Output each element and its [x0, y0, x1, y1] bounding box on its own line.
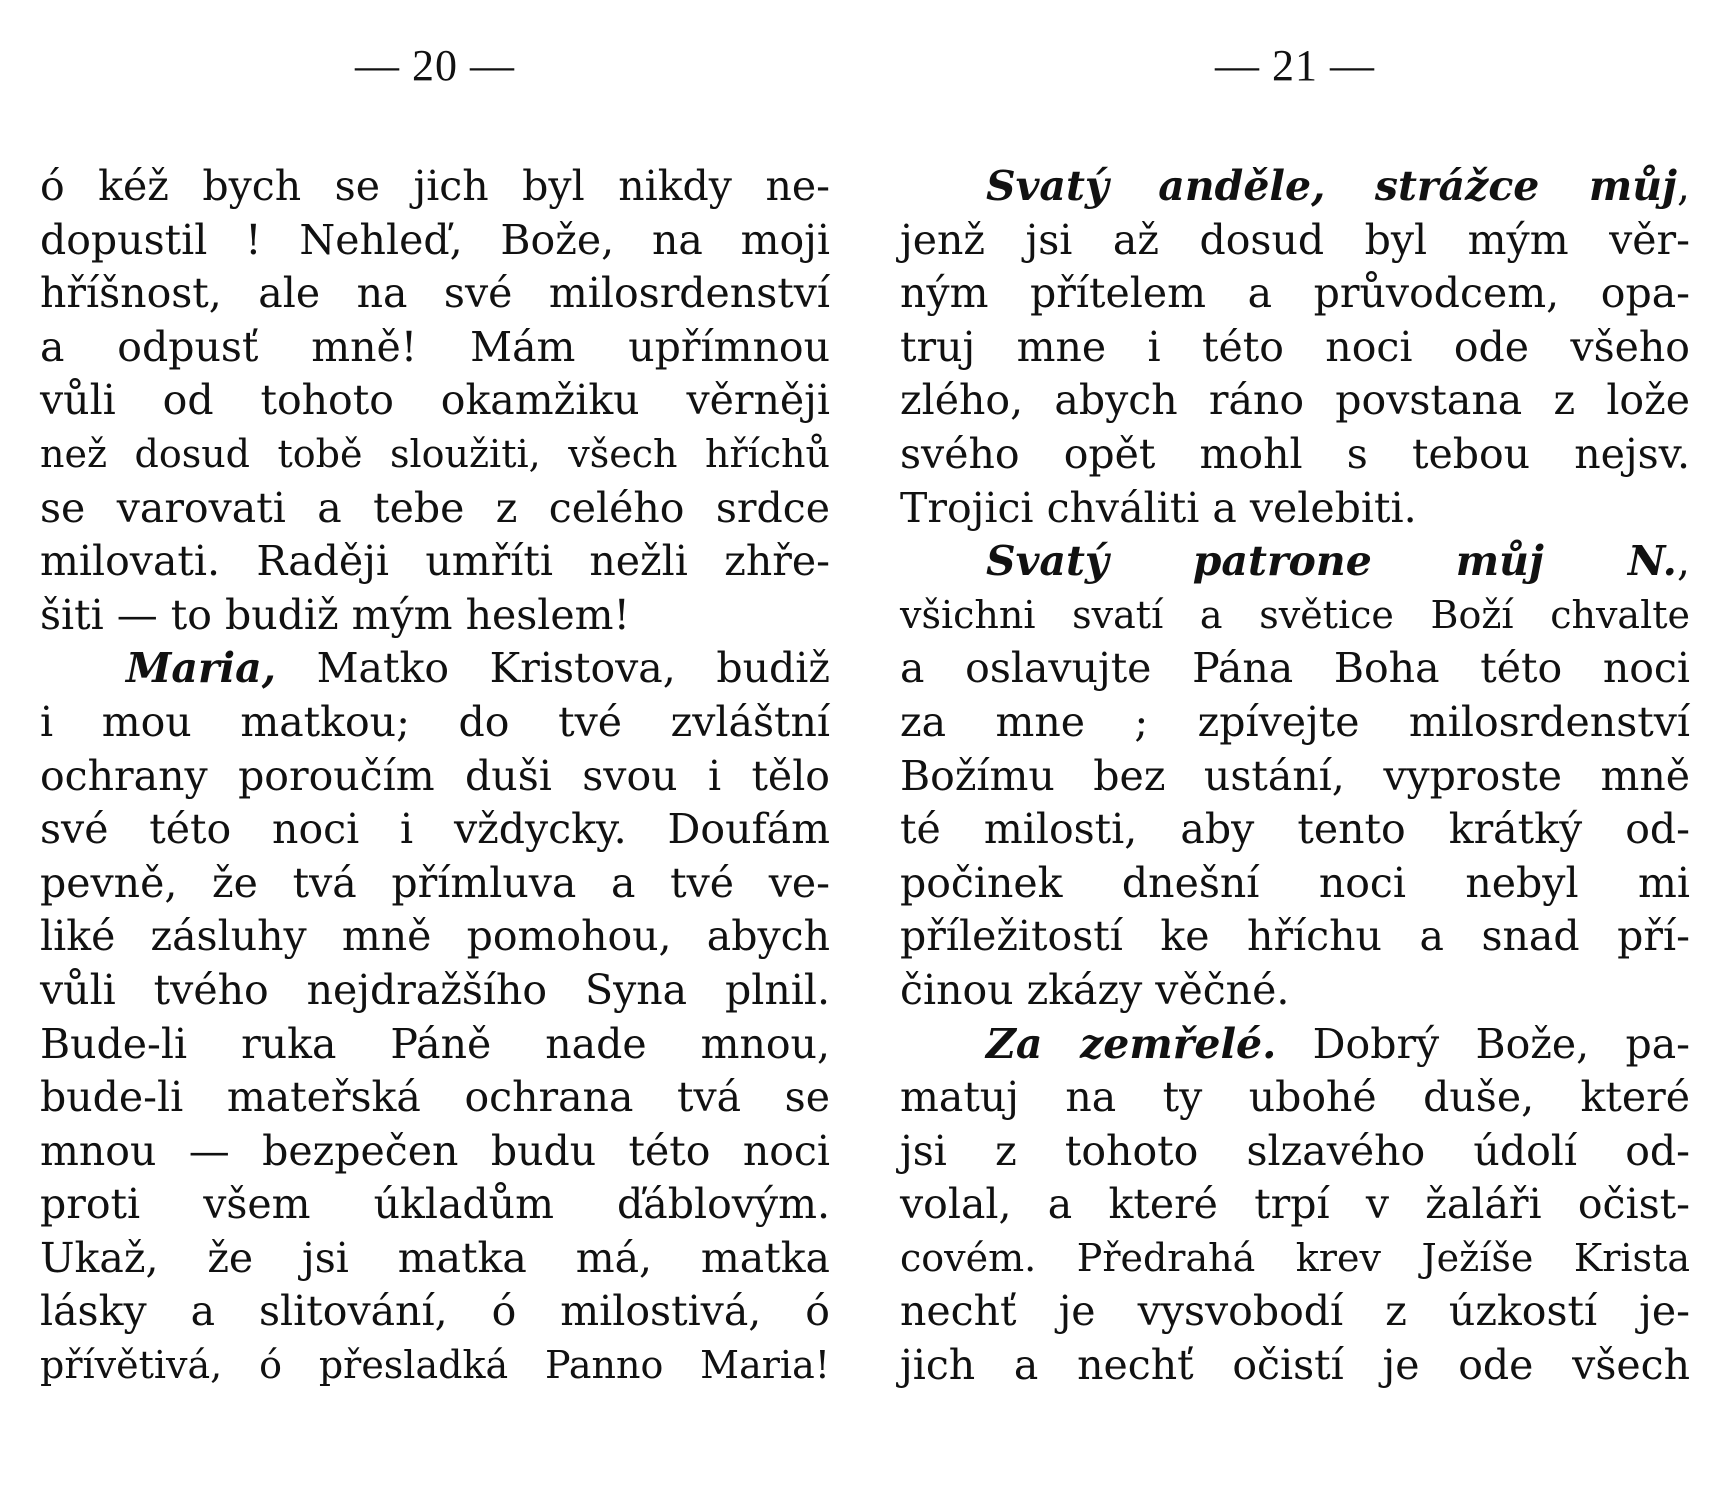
- text-line: Ukaž, že jsi matka má, matka: [40, 1233, 830, 1282]
- text-line: i mou matkou; do tvé zvláštní: [40, 697, 830, 746]
- text-line: liké zásluhy mně pomohou, abych: [40, 912, 830, 961]
- paragraph-lead: Svatý anděle, strážce můj: [986, 162, 1677, 210]
- text-line: bude-li mateřská ochrana tvá se: [40, 1073, 830, 1122]
- text-line: a odpusť mně! Mám upřímnou: [40, 322, 830, 371]
- text-line: pevně, že tvá přímluva a tvé ve-: [40, 858, 830, 907]
- text-line: truj mne i této noci ode všeho: [900, 322, 1690, 371]
- text-line: než dosud tobě sloužiti, všech hříchů: [40, 431, 830, 476]
- text-fragment: Matko Kristova, budiž: [275, 644, 830, 693]
- text-line: volal, a které trpí v žaláři očist-: [900, 1180, 1690, 1229]
- text-line: proti všem úkladům ďáblovým.: [40, 1180, 830, 1229]
- text-line: Bude-li ruka Páně nade mnou,: [40, 1019, 830, 1068]
- text-line: lásky a slitování, ó milostivá, ó: [40, 1287, 830, 1336]
- text-line: své této noci i vždycky. Doufám: [40, 805, 830, 854]
- right-page-text: [900, 160, 1690, 1393]
- text-fragment: ,: [1676, 162, 1690, 210]
- text-line: matuj na ty ubohé duše, které: [900, 1073, 1690, 1122]
- text-line: a oslavujte Pána Boha této noci: [900, 644, 1690, 693]
- text-line: milovati. Raději umříti nežli zhře-: [40, 537, 830, 586]
- text-line: ným přítelem a průvodcem, opa-: [900, 269, 1690, 318]
- right-page: [900, 0, 1690, 1500]
- text-line: mnou — bezpečen budu této noci: [40, 1126, 830, 1175]
- text-line: nechť je vysvobodí z úzkostí je-: [900, 1287, 1690, 1336]
- paragraph-start-angel: [900, 160, 1690, 214]
- text-line: svého opět mohl s tebou nejsv.: [900, 429, 1690, 478]
- text-line: za mne ; zpívejte milosrdenství: [900, 697, 1690, 746]
- text-line: všichni svatí a světice Boží chvalte: [900, 592, 1690, 637]
- text-line: přívětivá, ó přesladká Panno Maria!: [40, 1343, 830, 1388]
- text-fragment: ,: [1676, 537, 1690, 586]
- paragraph-lead: Za zemřelé.: [986, 1019, 1277, 1068]
- text-line: počinek dnešní noci nebyl mi: [900, 858, 1690, 907]
- paragraph-lead: Svatý patrone můj N.: [986, 537, 1677, 586]
- text-line: vůli tvého nejdražšího Syna plnil.: [40, 965, 830, 1014]
- paragraph-start-maria: [40, 642, 830, 696]
- text-line: šiti — to budiž mým heslem!: [40, 590, 631, 639]
- text-line: ochrany poroučím duši svou i tělo: [40, 751, 830, 800]
- text-line: jenž jsi až dosud byl mým věr-: [900, 215, 1690, 264]
- paragraph-lead: Maria,: [126, 644, 276, 693]
- text-line: Trojici chváliti a velebiti.: [900, 483, 1417, 532]
- paragraph-start-patron: [900, 535, 1690, 589]
- text-line: Božímu bez ustání, vyproste mně: [900, 751, 1690, 800]
- text-line: zlého, abych ráno povstana z lože: [900, 376, 1690, 425]
- text-line: jich a nechť očistí je ode všech: [900, 1341, 1690, 1390]
- text-fragment: Dobrý Bože, pa-: [1276, 1019, 1690, 1068]
- text-line: ó kéž bych se jich byl nikdy ne-: [40, 162, 830, 210]
- paragraph-start-deceased: [900, 1018, 1690, 1072]
- text-line: činou zkázy věčné.: [900, 965, 1290, 1014]
- left-page: [40, 0, 830, 1500]
- text-line: covém. Předrahá krev Ježíše Krista: [900, 1235, 1690, 1280]
- text-line: příležitostí ke hříchu a snad pří-: [900, 912, 1690, 961]
- text-line: hříšnost, ale na své milosrdenství: [40, 269, 830, 318]
- text-line: té milosti, aby tento krátký od-: [900, 805, 1690, 854]
- page-number-right: — 21 —: [1215, 41, 1375, 90]
- text-line: jsi z tohoto slzavého údolí od-: [900, 1126, 1690, 1175]
- text-line: se varovati a tebe z celého srdce: [40, 483, 830, 532]
- text-line: vůli od tohoto okamžiku věrněji: [40, 376, 830, 425]
- page-number-left: — 20 —: [355, 41, 515, 90]
- left-page-text: [40, 160, 830, 1393]
- text-line: dopustil ! Nehleď, Bože, na moji: [40, 215, 830, 264]
